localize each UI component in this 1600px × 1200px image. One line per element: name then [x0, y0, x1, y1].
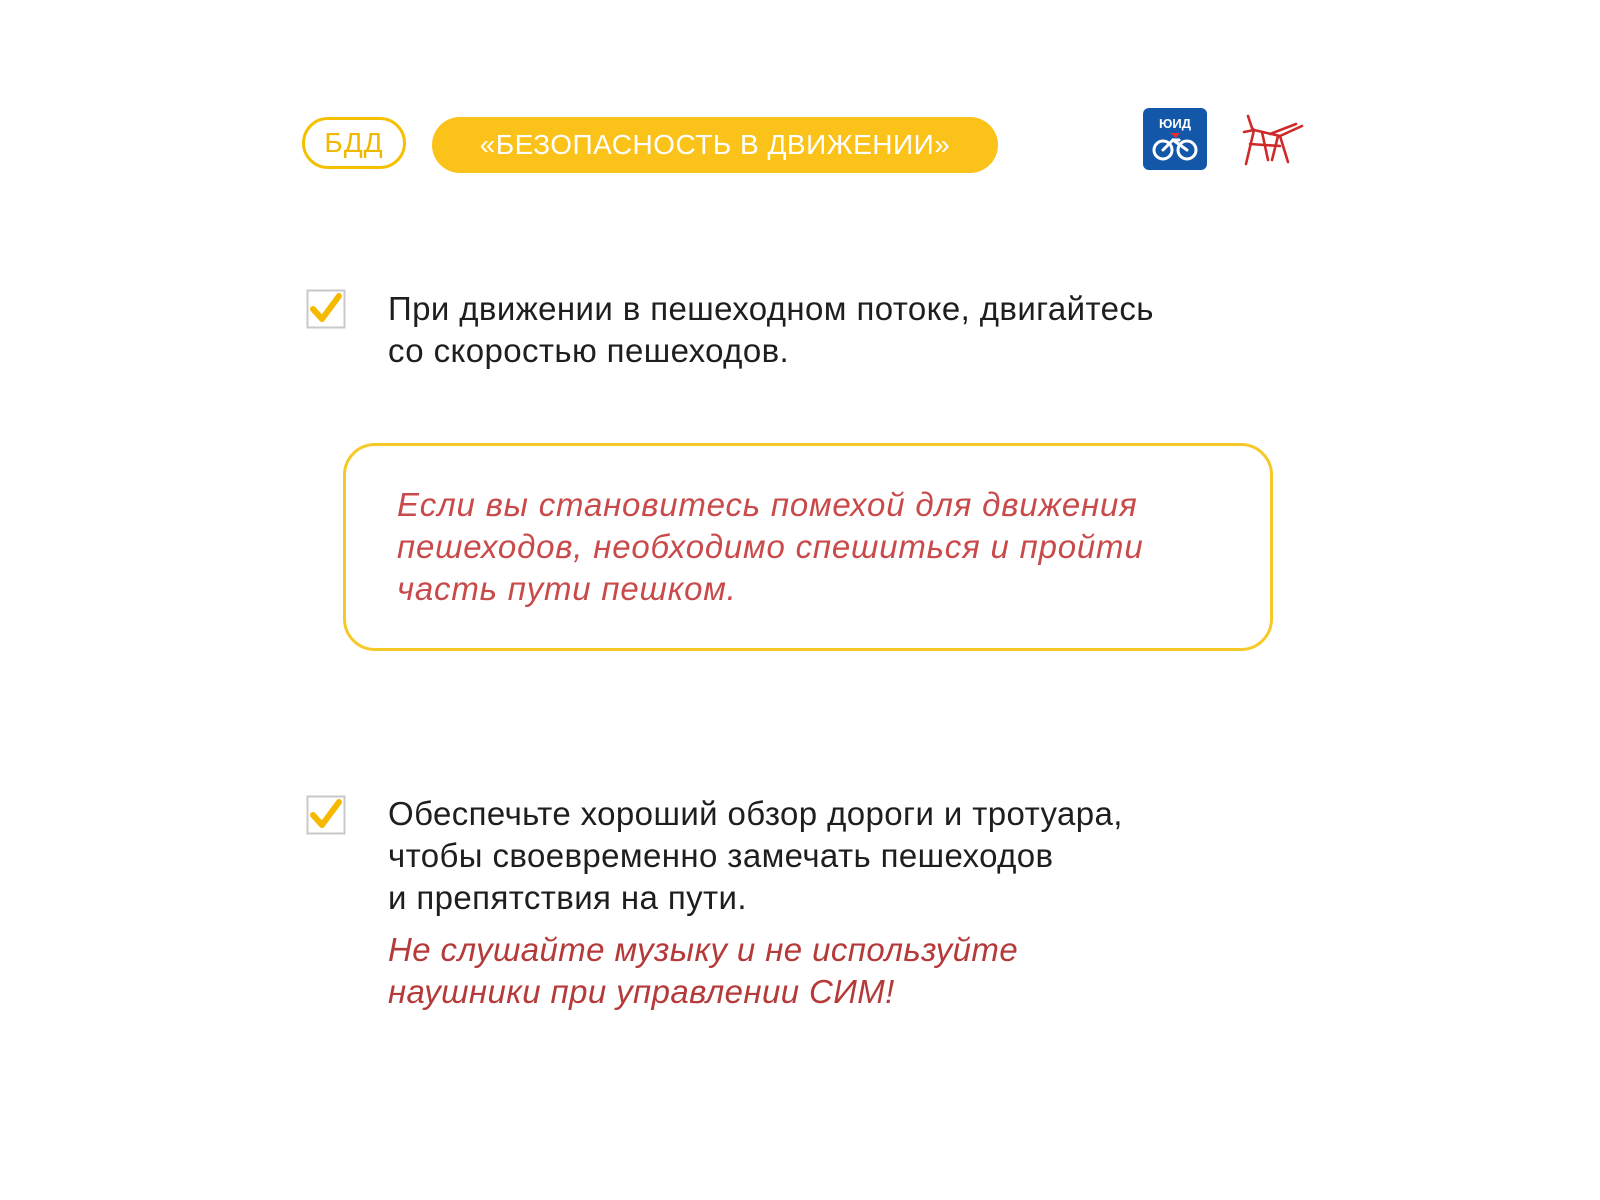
checklist-item-2-line-2: чтобы своевременно замечать пешеходов — [388, 837, 1054, 874]
checklist-item-2-line-1: Обеспечьте хороший обзор дороги и тротуара, — [388, 795, 1123, 832]
checkmark-icon — [306, 289, 346, 329]
checklist-item-1-text — [388, 288, 1154, 372]
warning-line-2: наушники при управлении СИМ! — [388, 973, 895, 1010]
checklist-item-1-line-1: При движении в пешеходном потоке, двигайтесь — [388, 290, 1154, 327]
chair-logo — [1240, 112, 1306, 168]
notice-line-3: часть пути пешком. — [397, 570, 737, 607]
checklist-item-1-line-2: со скоростью пешеходов. — [388, 332, 790, 369]
notice-line-1: Если вы становитесь помехой для движения — [397, 486, 1138, 523]
bdd-tag-label: БДД — [324, 127, 384, 158]
chair-icon — [1240, 112, 1306, 168]
yuid-logo — [1143, 108, 1207, 170]
bdd-tag — [302, 117, 406, 169]
checklist-item-2-text — [388, 793, 1123, 919]
topic-title-tag — [432, 117, 998, 173]
checklist-checkbox-2 — [306, 795, 346, 835]
yuid-logo-text: ЮИД — [1158, 116, 1192, 131]
notice-text — [397, 484, 1143, 610]
yuid-bicycle-icon — [1143, 108, 1207, 170]
warning-line-1: Не слушайте музыку и не используйте — [388, 931, 1019, 968]
checklist-item-2-line-3: и препятствия на пути. — [388, 879, 747, 916]
checkmark-icon — [306, 795, 346, 835]
checklist-checkbox-1 — [306, 289, 346, 329]
notice-line-2: пешеходов, необходимо спешиться и пройти — [397, 528, 1144, 565]
warning-text — [388, 929, 1018, 1013]
notice-box — [343, 443, 1273, 651]
topic-title-label: «БЕЗОПАСНОСТЬ В ДВИЖЕНИИ» — [479, 129, 951, 160]
